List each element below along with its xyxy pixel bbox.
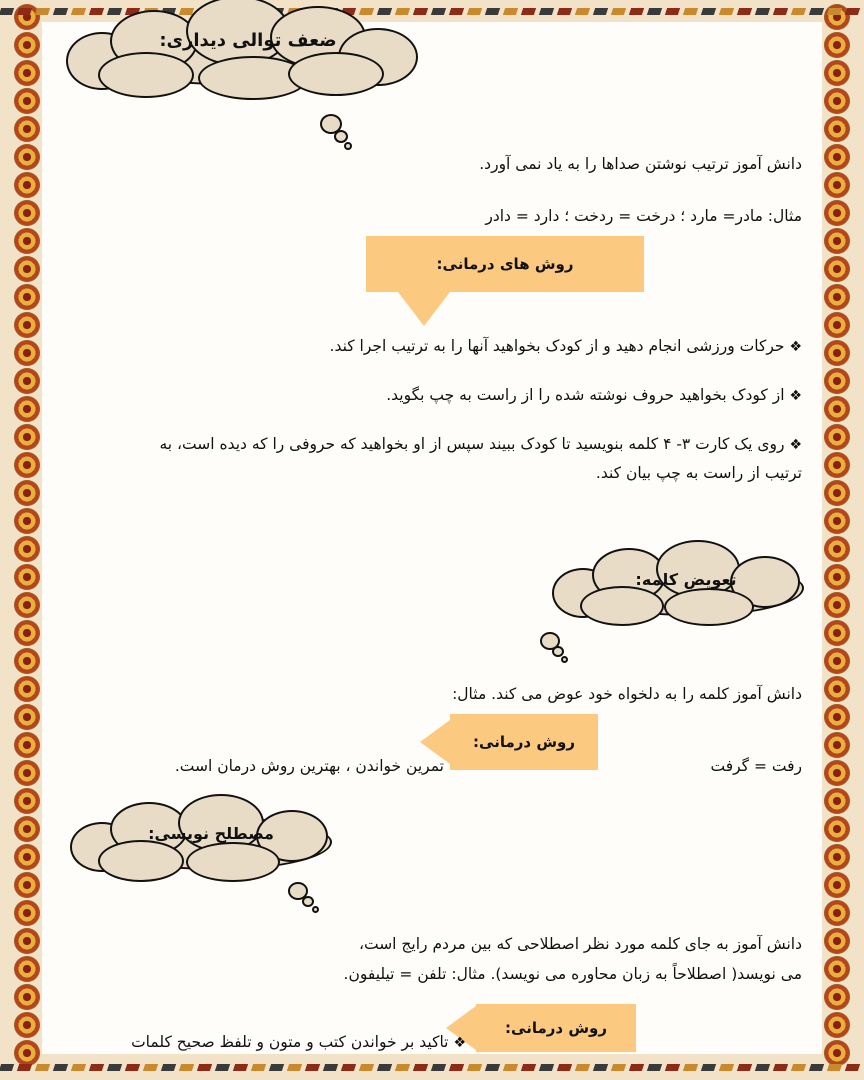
ornament-medallion	[824, 536, 850, 562]
ornament-dash	[575, 8, 590, 15]
ornament-medallion	[824, 256, 850, 282]
ornament-dash	[287, 1064, 302, 1071]
ornament-dash	[89, 1064, 104, 1071]
ornament-dash	[773, 8, 788, 15]
paragraph-word-substitution-treatment: تمرین خواندن ، بهترین روش درمان است.	[174, 756, 444, 775]
ornament-dash	[377, 1064, 392, 1071]
bubble-tail-medium-1	[334, 130, 348, 143]
ornament-dash	[665, 8, 680, 15]
ornament-dash	[71, 1064, 86, 1071]
callout-label-3: روش درمانی:	[505, 1019, 607, 1037]
ornament-dash	[647, 1064, 662, 1071]
ornament-dash	[755, 1064, 770, 1071]
ornament-dash	[467, 8, 482, 15]
ornament-medallion	[824, 480, 850, 506]
ornament-dash	[593, 1064, 608, 1071]
bubble-tail-small-3	[312, 906, 319, 913]
ornament-medallion-column-left	[6, 0, 48, 1080]
ornament-dash	[521, 1064, 536, 1071]
ornament-medallion	[14, 788, 40, 814]
bullet-list-visual-sequence	[62, 332, 802, 487]
ornament-medallion	[14, 60, 40, 86]
ornament-dash	[557, 8, 572, 15]
ornament-medallion-column-right	[816, 0, 858, 1080]
ornament-dash	[143, 1064, 158, 1071]
ornament-medallion	[14, 452, 40, 478]
ornament-medallion	[824, 452, 850, 478]
ornament-dash	[611, 8, 626, 15]
ornament-dash	[35, 8, 50, 15]
paragraph-visual-sequence-intro: دانش آموز ترتیب نوشتن صداها را به یاد نمی آورد.	[479, 154, 802, 173]
ornament-medallion	[14, 256, 40, 282]
ornament-medallion	[14, 620, 40, 646]
ornament-dash	[791, 1064, 806, 1071]
callout-treatment-3	[476, 1004, 636, 1052]
ornament-dash	[845, 1064, 860, 1071]
section-heading-bubble-visual-sequence	[58, 6, 438, 111]
ornament-dash	[449, 8, 464, 15]
ornament-dash	[719, 1064, 734, 1071]
ornament-medallion	[14, 648, 40, 674]
callout-label-2: روش درمانی:	[473, 733, 575, 751]
ornament-dash	[809, 1064, 824, 1071]
ornament-medallion	[824, 564, 850, 590]
ornament-medallion	[824, 816, 850, 842]
ornament-dash	[503, 8, 518, 15]
ornament-dash	[737, 1064, 752, 1071]
ornament-dash	[485, 8, 500, 15]
ornament-medallion	[14, 88, 40, 114]
ornament-dash	[521, 8, 536, 15]
ornament-medallion	[824, 648, 850, 674]
paragraph-colloquial-line1: دانش آموز به جای کلمه مورد نظر اصطلاحی که بین مردم رایج است،	[358, 934, 802, 953]
ornament-dash	[269, 1064, 284, 1071]
ornament-medallion	[824, 508, 850, 534]
ornament-medallion	[824, 900, 850, 926]
ornament-dash	[557, 1064, 572, 1071]
ornament-medallion	[14, 228, 40, 254]
ornament-dash	[107, 1064, 122, 1071]
ornament-dash	[539, 1064, 554, 1071]
ornament-dash	[629, 8, 644, 15]
ornament-dash	[791, 8, 806, 15]
ornament-dash	[449, 1064, 464, 1071]
ornament-dash	[683, 1064, 698, 1071]
ornament-dash	[611, 1064, 626, 1071]
ornament-medallion	[14, 676, 40, 702]
section-heading-bubble-word-substitution	[546, 544, 826, 636]
ornament-dash	[125, 1064, 140, 1071]
heading-word-substitution: تعویض کلمه:	[635, 570, 737, 589]
ornament-dash	[413, 1064, 428, 1071]
ornament-medallion	[14, 872, 40, 898]
ornament-medallion	[14, 396, 40, 422]
ornament-dash	[683, 8, 698, 15]
ornament-medallion	[14, 564, 40, 590]
bullet-item-3	[62, 430, 802, 488]
ornament-dash	[0, 1064, 14, 1071]
ornament-dash	[629, 1064, 644, 1071]
ornament-dash	[539, 8, 554, 15]
ornament-dash	[701, 1064, 716, 1071]
ornament-dash	[467, 1064, 482, 1071]
ornament-dash	[35, 1064, 50, 1071]
ornament-medallion	[824, 704, 850, 730]
ornament-medallion	[14, 312, 40, 338]
bubble-tail-small-2	[561, 656, 568, 663]
ornament-dash	[503, 1064, 518, 1071]
ornament-medallion	[824, 956, 850, 982]
ornament-medallion	[14, 508, 40, 534]
ornament-medallion	[824, 88, 850, 114]
paragraph-word-substitution-intro: دانش آموز کلمه را به دلخواه خود عوض می کند. مثال:	[452, 684, 802, 703]
ornament-dash	[827, 1064, 842, 1071]
ornament-dash	[737, 8, 752, 15]
ornament-medallion	[824, 872, 850, 898]
ornament-medallion	[14, 116, 40, 142]
ornament-medallion	[824, 620, 850, 646]
document-content	[48, 24, 816, 1054]
ornament-medallion	[824, 396, 850, 422]
ornament-dash	[359, 1064, 374, 1071]
ornament-dash	[341, 1064, 356, 1071]
ornament-dash	[323, 1064, 338, 1071]
ornament-medallion	[824, 284, 850, 310]
ornament-dash	[809, 8, 824, 15]
ornament-dash	[179, 1064, 194, 1071]
ornament-dash	[593, 8, 608, 15]
ornament-dash	[305, 1064, 320, 1071]
ornament-medallion	[14, 368, 40, 394]
ornament-medallion	[824, 732, 850, 758]
ornament-medallion	[824, 172, 850, 198]
ornament-medallion	[824, 200, 850, 226]
ornament-dash	[251, 1064, 266, 1071]
bullet-icon: ❖	[789, 436, 802, 453]
heading-visual-sequence: ضعف توالی دیداری:	[159, 30, 337, 51]
ornament-medallion	[14, 480, 40, 506]
ornament-dash	[395, 1064, 410, 1071]
ornament-dash	[197, 1064, 212, 1071]
bullet-text-1: حرکات ورزشی انجام دهید و از کودک بخواهید آنها را به ترتیب اجرا کند.	[329, 337, 785, 355]
heading-colloquial-writing: مصطلح نویسی:	[148, 824, 274, 843]
ornament-dash	[575, 1064, 590, 1071]
ornament-medallion	[14, 200, 40, 226]
ornament-dash	[431, 1064, 446, 1071]
ornament-dash	[845, 8, 860, 15]
ornament-dash	[485, 1064, 500, 1071]
ornament-medallion	[14, 900, 40, 926]
ornament-medallion	[14, 704, 40, 730]
ornament-dash-row-bottom	[0, 1060, 864, 1074]
section-heading-bubble-colloquial	[66, 796, 356, 894]
ornament-medallion	[824, 340, 850, 366]
ornament-medallion	[14, 956, 40, 982]
ornament-medallion	[824, 32, 850, 58]
ornament-medallion	[14, 172, 40, 198]
ornament-dash	[701, 8, 716, 15]
paragraph-colloquial-treatment: تاکید بر خواندن کتب و متون و تلفظ صحیح کلمات	[131, 1032, 449, 1051]
bullet-item-2	[62, 381, 802, 410]
bullet-text-3: روی یک کارت ۳- ۴ کلمه بنویسید تا کودک ببیند سپس از او بخواهید که حروفی را که دیده است، به ترتیب از راست به چپ بیان کند.	[159, 434, 802, 482]
ornament-medallion	[14, 424, 40, 450]
ornament-dash	[17, 1064, 32, 1071]
ornament-dash	[233, 1064, 248, 1071]
ornament-dash	[53, 1064, 68, 1071]
ornament-medallion	[14, 340, 40, 366]
bullet-text-2: از کودک بخواهید حروف نوشته شده را از راست به چپ بگوید.	[386, 385, 785, 404]
bullet-icon: ❖	[789, 339, 802, 355]
ornament-medallion	[824, 60, 850, 86]
ornament-medallion	[824, 1012, 850, 1038]
ornament-dash	[161, 1064, 176, 1071]
ornament-dash	[0, 8, 14, 15]
ornament-medallion	[824, 928, 850, 954]
ornament-medallion	[824, 312, 850, 338]
ornament-medallion	[14, 732, 40, 758]
ornament-medallion	[824, 592, 850, 618]
example-visual-sequence: مثال: مادر= مارد ؛ درخت = ردخت ؛ دارد = دادر	[485, 206, 802, 225]
ornament-medallion	[824, 788, 850, 814]
ornament-medallion	[14, 760, 40, 786]
ornament-medallion	[14, 592, 40, 618]
callout-treatment-methods-1	[366, 236, 644, 292]
ornament-medallion	[14, 144, 40, 170]
ornament-medallion	[14, 536, 40, 562]
ornament-medallion	[14, 32, 40, 58]
ornament-medallion	[824, 844, 850, 870]
ornament-medallion	[14, 844, 40, 870]
ornament-medallion	[14, 1012, 40, 1038]
callout-label-1: روش های درمانی:	[436, 255, 574, 273]
ornament-dash	[215, 1064, 230, 1071]
bullet-icon: ❖	[789, 387, 802, 404]
ornament-medallion	[824, 228, 850, 254]
ornament-dash	[773, 1064, 788, 1071]
ornament-medallion	[824, 116, 850, 142]
bubble-tail-medium-3	[302, 896, 314, 907]
ornament-dash	[17, 8, 32, 15]
ornament-medallion	[824, 144, 850, 170]
ornament-dash	[647, 8, 662, 15]
ornament-dash	[719, 8, 734, 15]
ornament-medallion	[14, 928, 40, 954]
example-word-substitution: رفت = گرفت	[710, 756, 802, 775]
bullet-item-1	[62, 332, 802, 361]
callout-treatment-2	[450, 714, 598, 770]
ornament-dash	[665, 1064, 680, 1071]
ornament-medallion	[824, 424, 850, 450]
ornament-medallion	[824, 984, 850, 1010]
ornament-medallion	[14, 984, 40, 1010]
ornament-medallion	[824, 760, 850, 786]
paragraph-colloquial-treatment-row	[106, 1028, 466, 1057]
ornament-medallion	[824, 676, 850, 702]
ornament-dash	[827, 8, 842, 15]
callout-arrow-down-1	[398, 292, 450, 326]
ornament-medallion	[14, 284, 40, 310]
ornament-medallion	[824, 368, 850, 394]
ornament-medallion	[14, 816, 40, 842]
ornament-dash	[755, 8, 770, 15]
bullet-icon: ❖	[453, 1034, 466, 1051]
paragraph-colloquial-line2: می نویسد( اصطلاحاً به زبان محاوره می نویسد). مثال: تلفن = تیلیفون.	[343, 964, 802, 983]
